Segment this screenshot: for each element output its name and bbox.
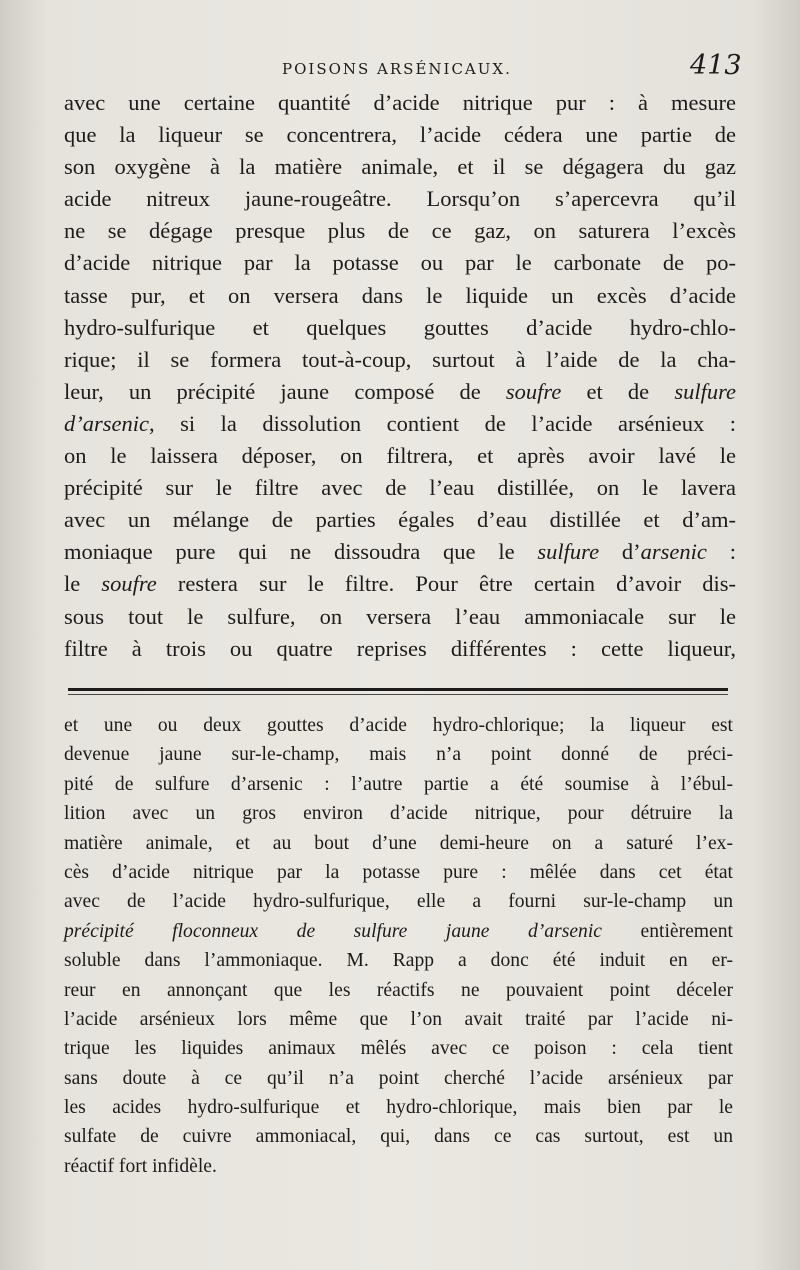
footnote-line: cès d’acide nitrique par la potasse pure : mêlée dans cet état <box>64 861 733 883</box>
footnote-line: pité de sulfure d’arsenic : l’autre partie a été soumise à l’ébul- <box>64 773 733 795</box>
italic-term: sulfure <box>674 378 736 404</box>
text-line: d’acide nitrique par la potasse ou par le carbonate de po- <box>64 250 736 276</box>
page-number: 413 <box>690 50 742 81</box>
footnote-line: devenue jaune sur-le-champ, mais n’a point donné de préci- <box>64 744 733 766</box>
text-line: que la liqueur se concentrera, l’acide cédera une partie de <box>64 122 736 148</box>
text-run: d’ <box>599 539 641 565</box>
footnote-separator-rule-thin <box>68 694 728 695</box>
text-run: restera sur le filtre. Pour être certain d’avoir dis- <box>156 571 736 597</box>
text-line: rique; il se formera tout-à-coup, surtout à l’aide de la cha- <box>64 346 736 372</box>
text-line: filtre à trois ou quatre reprises différentes : cette liqueur, <box>64 635 736 661</box>
italic-term: sulfure <box>537 539 600 565</box>
running-title: POISONS ARSÉNICAUX. <box>282 60 512 78</box>
text-line <box>64 376 736 408</box>
running-head <box>0 50 800 90</box>
text-run: moniaque pure qui ne dissoudra que le <box>64 539 538 565</box>
footnote-block <box>64 711 733 1181</box>
text-line: avec une certaine quantité d’acide nitrique pur : à mesure <box>64 90 736 115</box>
text-line: tasse pur, et on versera dans le liquide un excès d’acide <box>64 282 736 308</box>
italic-term: précipité floconneux de sulfure jaune d’arsenic <box>64 920 602 942</box>
text-line <box>64 408 736 440</box>
text-run: : <box>706 539 736 565</box>
text-run: leur, un précipité jaune composé de <box>64 378 506 404</box>
main-text-block <box>64 87 736 665</box>
text-line <box>64 536 736 568</box>
footnote-line: trique les liquides animaux mêlés avec ce poison : cela tient <box>64 1038 733 1060</box>
footnote-separator-rule <box>68 688 728 691</box>
text-line: avec un mélange de parties égales d’eau distillée et d’am- <box>64 507 736 533</box>
footnote-line: les acides hydro-sulfurique et hydro-chlorique, mais bien par le <box>64 1097 733 1119</box>
text-line: son oxygène à la matière animale, et il se dégagera du gaz <box>64 154 736 180</box>
footnote-line: et une ou deux gouttes d’acide hydro-chlorique; la liqueur est <box>64 715 733 736</box>
text-line: précipité sur le filtre avec de l’eau distillée, on le lavera <box>64 475 736 501</box>
footnote-line: sans doute à ce qu’il n’a point cherché l’acide arsénieux par <box>64 1067 733 1089</box>
footnote-line: sulfate de cuivre ammoniacal, qui, dans ce cas surtout, est un <box>64 1126 733 1148</box>
footnote-line: soluble dans l’ammoniaque. M. Rapp a donc été induit en er- <box>64 950 733 972</box>
text-line <box>64 568 736 600</box>
text-line: on le laissera déposer, on filtrera, et après avoir lavé le <box>64 443 736 469</box>
footnote-line: avec de l’acide hydro-sulfurique, elle a fourni sur-le-champ un <box>64 891 733 913</box>
text-run: et de <box>561 378 675 404</box>
text-line: acide nitreux jaune-rougeâtre. Lorsqu’on s’apercevra qu’il <box>64 186 736 212</box>
footnote-line: lition avec un gros environ d’acide nitrique, pour détruire la <box>64 803 733 825</box>
italic-term: d’arsenic <box>64 410 149 436</box>
footnote-line <box>64 917 733 946</box>
text-run: entièrement <box>601 920 733 942</box>
text-run: , si la dissolution contient de l’acide arsénieux : <box>148 410 736 436</box>
text-line: hydro-sulfurique et quelques gouttes d’acide hydro-chlo- <box>64 314 736 340</box>
italic-term: soufre <box>505 378 562 404</box>
footnote-line: l’acide arsénieux lors même que l’on avait traité par l’acide ni- <box>64 1008 733 1030</box>
footnote-line: matière animale, et au bout d’une demi-heure on a saturé l’ex- <box>64 832 733 854</box>
text-run: le <box>64 571 102 597</box>
footnote-line: réactif fort infidèle. <box>64 1155 217 1177</box>
italic-term: arsenic <box>640 539 707 565</box>
footnote-line: reur en annonçant que les réactifs ne pouvaient point déceler <box>64 979 733 1001</box>
text-line: ne se dégage presque plus de ce gaz, on saturera l’excès <box>64 218 736 244</box>
text-line: sous tout le sulfure, on versera l’eau ammoniacale sur le <box>64 603 736 629</box>
italic-term: soufre <box>101 571 157 597</box>
